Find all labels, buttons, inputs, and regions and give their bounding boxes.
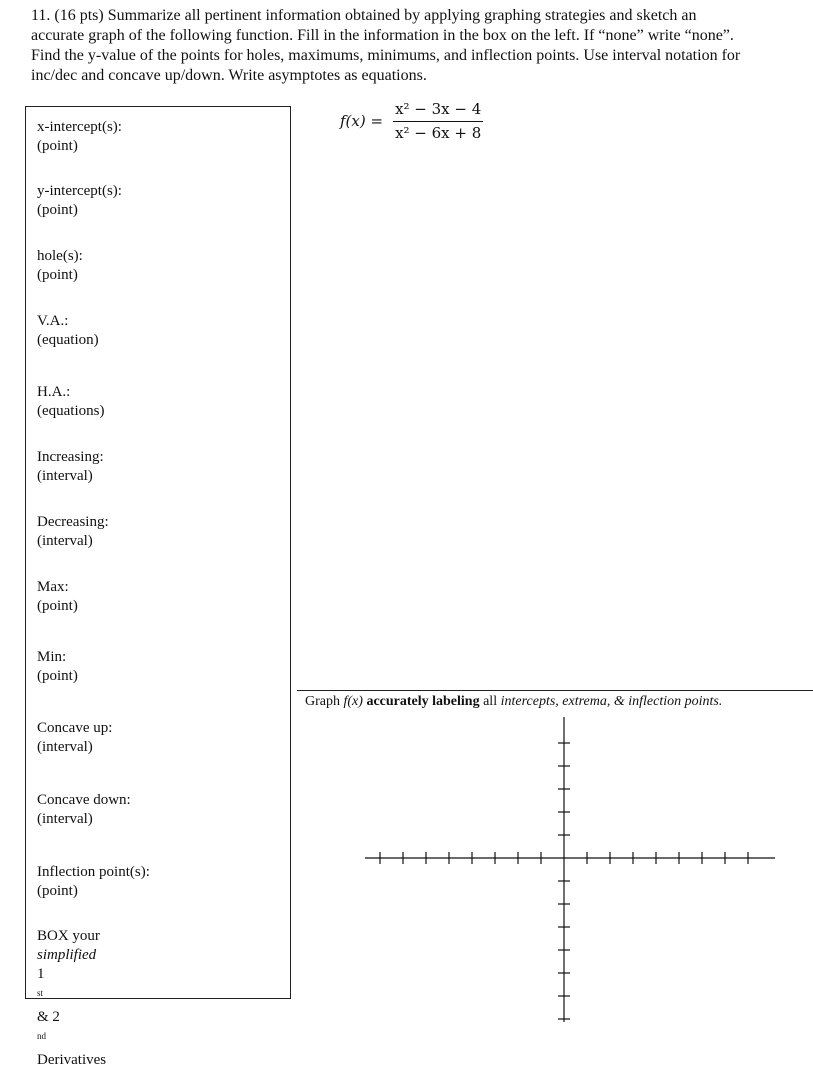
derivatives-note-line-1 <box>37 927 106 965</box>
function-lhs: f(x) = <box>340 112 384 130</box>
field-label: Concave up: <box>37 720 113 736</box>
graph-instructions <box>305 693 722 711</box>
field-concave-up[interactable] <box>37 719 112 757</box>
problem-number: 11. <box>31 7 51 24</box>
field-inflection-points[interactable] <box>37 863 150 901</box>
caption-fx: f(x) <box>343 694 363 709</box>
graph-divider <box>297 690 813 691</box>
field-hint: (equations) <box>37 403 105 419</box>
field-label: H.A.: <box>37 384 71 400</box>
field-hint: (interval) <box>37 468 93 484</box>
field-label: Min: <box>37 649 67 665</box>
field-hint: (point) <box>37 138 78 154</box>
problem-text-1: Summarize all pertinent information obtained by applying graphing strategies and sketch an <box>107 7 697 24</box>
answer-box <box>25 106 291 1068</box>
field-hint: (equation) <box>37 332 99 348</box>
problem-line-3: Find the y-value of the points for holes, maximums, minimums, and inflection points. Use interval notation for <box>31 47 741 64</box>
note-second-sup: nd <box>37 1031 46 1041</box>
field-hint: (point) <box>37 668 78 684</box>
field-hint: (interval) <box>37 811 93 827</box>
function-denominator: x² − 6x + 8 <box>395 124 482 142</box>
field-hint: (point) <box>37 883 78 899</box>
caption-bold: accurately labeling <box>362 694 480 709</box>
field-label: Increasing: <box>37 449 104 465</box>
field-label: x-intercept(s): <box>37 119 122 135</box>
problem-points: (16 pts) <box>54 7 104 24</box>
field-vertical-asymptote[interactable] <box>37 312 99 350</box>
field-horizontal-asymptote[interactable] <box>37 383 104 421</box>
field-label: y-intercept(s): <box>37 183 122 199</box>
field-label: Inflection point(s): <box>37 864 150 880</box>
function-definition <box>340 100 483 142</box>
field-min[interactable] <box>37 648 78 686</box>
problem-line-1 <box>31 6 801 26</box>
field-label: Decreasing: <box>37 514 109 530</box>
field-y-intercepts[interactable] <box>37 182 122 220</box>
function-numerator: x² − 3x − 4 <box>393 100 483 122</box>
field-label: V.A.: <box>37 313 69 329</box>
field-label: hole(s): <box>37 248 83 264</box>
problem-statement <box>31 6 801 86</box>
problem-line-4: inc/dec and concave up/down. Write asymptotes as equations. <box>31 67 427 84</box>
field-hint: (point) <box>37 598 78 614</box>
caption-mid: all <box>479 694 501 709</box>
field-hint: (point) <box>37 267 78 283</box>
field-max[interactable] <box>37 578 78 616</box>
caption-items: intercepts, extrema, & inflection points. <box>500 694 723 709</box>
axes-lines <box>365 717 775 1022</box>
function-fraction <box>393 100 483 142</box>
coordinate-axes[interactable] <box>360 715 780 1024</box>
derivatives-note <box>37 927 106 1070</box>
note-first-sup: st <box>37 988 44 998</box>
field-increasing[interactable] <box>37 448 104 486</box>
caption-prefix: Graph <box>305 694 344 709</box>
field-x-intercepts[interactable] <box>37 118 122 156</box>
field-hint: (interval) <box>37 739 93 755</box>
note-prefix: BOX your <box>37 928 100 944</box>
field-holes[interactable] <box>37 247 83 285</box>
derivatives-note-line-2 <box>37 965 106 1070</box>
field-hint: (interval) <box>37 533 93 549</box>
note-amp: & 2 <box>37 1009 60 1025</box>
note-suffix: Derivatives <box>37 1052 107 1068</box>
field-label: Max: <box>37 579 69 595</box>
note-first: 1 <box>37 966 45 982</box>
field-decreasing[interactable] <box>37 513 109 551</box>
field-label: Concave down: <box>37 792 131 808</box>
problem-line-2: accurate graph of the following function. Fill in the information in the box on the left. If “none” write “none”. <box>31 27 734 44</box>
note-emphasis: simplified <box>37 947 97 963</box>
field-hint: (point) <box>37 202 78 218</box>
field-concave-down[interactable] <box>37 791 131 829</box>
